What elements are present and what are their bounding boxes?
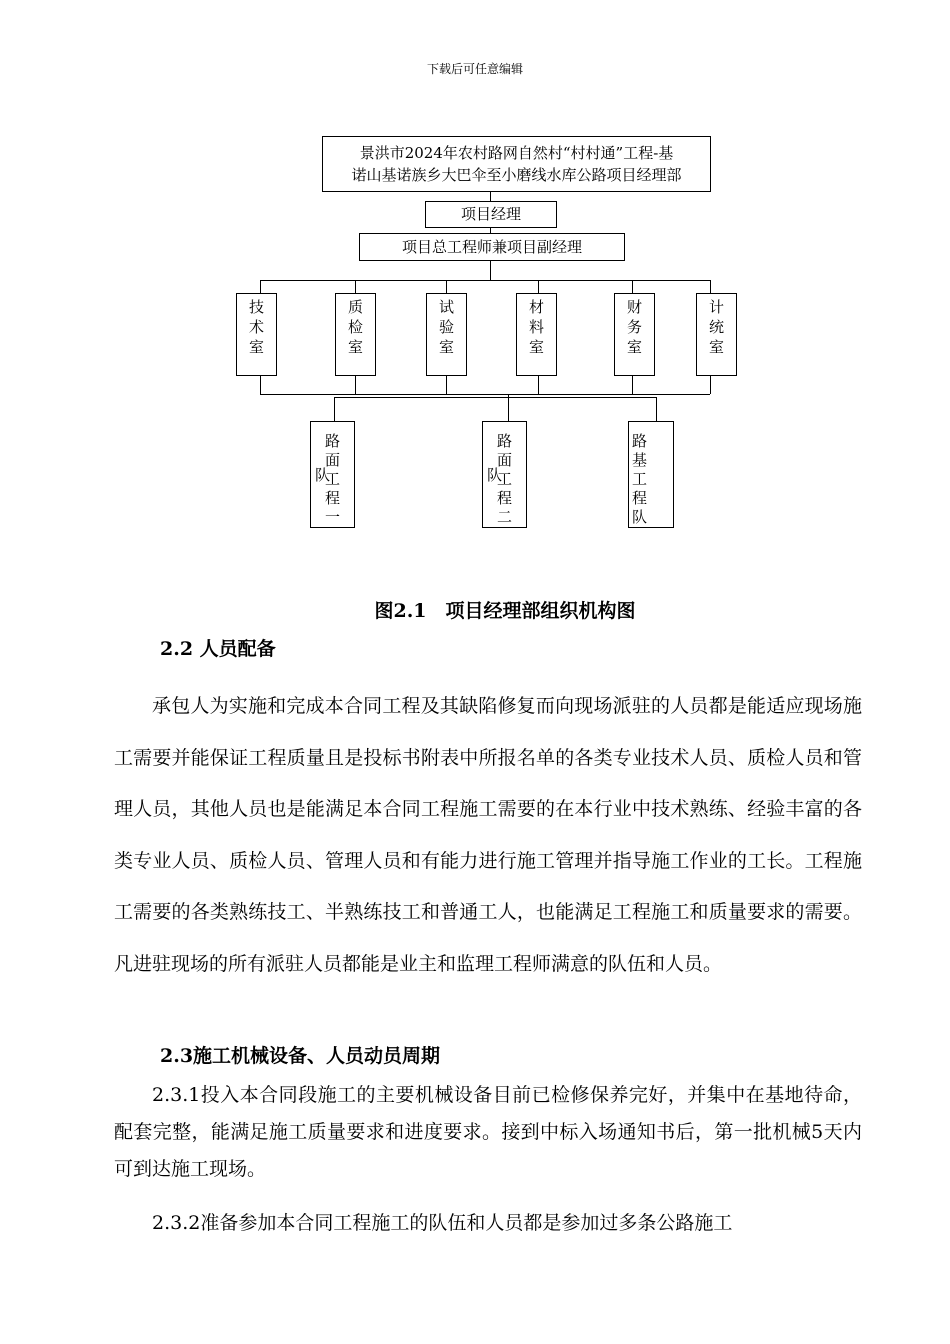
connector-line bbox=[632, 280, 633, 293]
paragraph-2-3-2: 2.3.2准备参加本合同工程施工的队伍和人员都是参加过多条公路施工 bbox=[152, 1212, 733, 1234]
connector-line bbox=[710, 376, 711, 394]
connector-line bbox=[632, 376, 633, 394]
section-heading-2-2: 2.2 人员配备 bbox=[160, 638, 276, 660]
section-heading-2-3: 2.3施工机械设备、人员动员周期 bbox=[160, 1045, 441, 1067]
connector-line bbox=[508, 394, 509, 421]
connector-line bbox=[538, 280, 539, 293]
connector-line bbox=[710, 280, 711, 293]
org-top-line1: 景洪市2024年农村路网自然村“村村通”工程-基 bbox=[359, 144, 674, 162]
org-top-box bbox=[322, 136, 711, 192]
team-box-pavement-2: 路 面 工 程 二 队 bbox=[482, 421, 527, 528]
dept-box-quality: 质 检 室 bbox=[335, 293, 376, 376]
dept-bottom-bus-line bbox=[260, 394, 710, 395]
connector-line bbox=[446, 376, 447, 394]
connector-line bbox=[538, 376, 539, 394]
team-box-pavement-1: 路 面 工 程 一 队 bbox=[310, 421, 355, 528]
connector-line bbox=[355, 280, 356, 293]
paragraph-2-3-1: 2.3.1投入本合同段施工的主要机械设备目前已检修保养完好，并集中在基地待命，配套完整，能满足施工质量要求和进度要求。接到中标入场通知书后，第一批机械5天内可到达施工现场。 bbox=[114, 1084, 862, 1180]
connector-line bbox=[355, 376, 356, 394]
dept-bus-line bbox=[260, 280, 710, 281]
org-top-line2: 诺山基诺族乡大巴伞至小磨线水库公路项目经理部 bbox=[351, 166, 682, 184]
dept-box-finance: 财 务 室 bbox=[614, 293, 655, 376]
connector-line bbox=[260, 376, 261, 394]
header-note: 下载后可任意编辑 bbox=[426, 62, 523, 76]
connector-line bbox=[446, 280, 447, 293]
connector-line bbox=[656, 397, 657, 421]
org-chief-box: 项目总工程师兼项目副经理 bbox=[359, 233, 625, 261]
figure-caption: 图2.1 项目经理部组织机构图 bbox=[374, 600, 636, 622]
dept-box-materials: 材 料 室 bbox=[516, 293, 557, 376]
connector-line bbox=[490, 192, 491, 201]
org-manager-box: 项目经理 bbox=[425, 201, 557, 228]
team-box-subgrade: 路 基 工 程 队 bbox=[628, 421, 674, 528]
dept-box-testing: 试 验 室 bbox=[426, 293, 467, 376]
dept-box-statistics: 计 统 室 bbox=[696, 293, 737, 376]
paragraph-personnel: 承包人为实施和完成本合同工程及其缺陷修复而向现场派驻的人员都是能适应现场施工需要并能保证工程质量且是投标书附表中所报名单的各类专业技术人员、质检人员和管理人员，其他人员也是能满足本合同工程施工需要的在本行业中技术熟练、经验丰富的各类专业人员、质检人员、管理人员和有能力进行施工管理并指导施工作业的工长。工程施工需要的各类熟练技工、半熟练技工和普通工人，也能满足工程施工和质量要求的需要。凡进驻现场的所有派驻人员都能是业主和监理工程师满意的队伍和人员。 bbox=[114, 695, 862, 975]
dept-box-technical: 技 术 室 bbox=[236, 293, 277, 376]
connector-line bbox=[260, 280, 261, 293]
connector-line bbox=[490, 261, 491, 280]
team-bus-line bbox=[334, 397, 656, 398]
connector-line bbox=[334, 397, 335, 421]
